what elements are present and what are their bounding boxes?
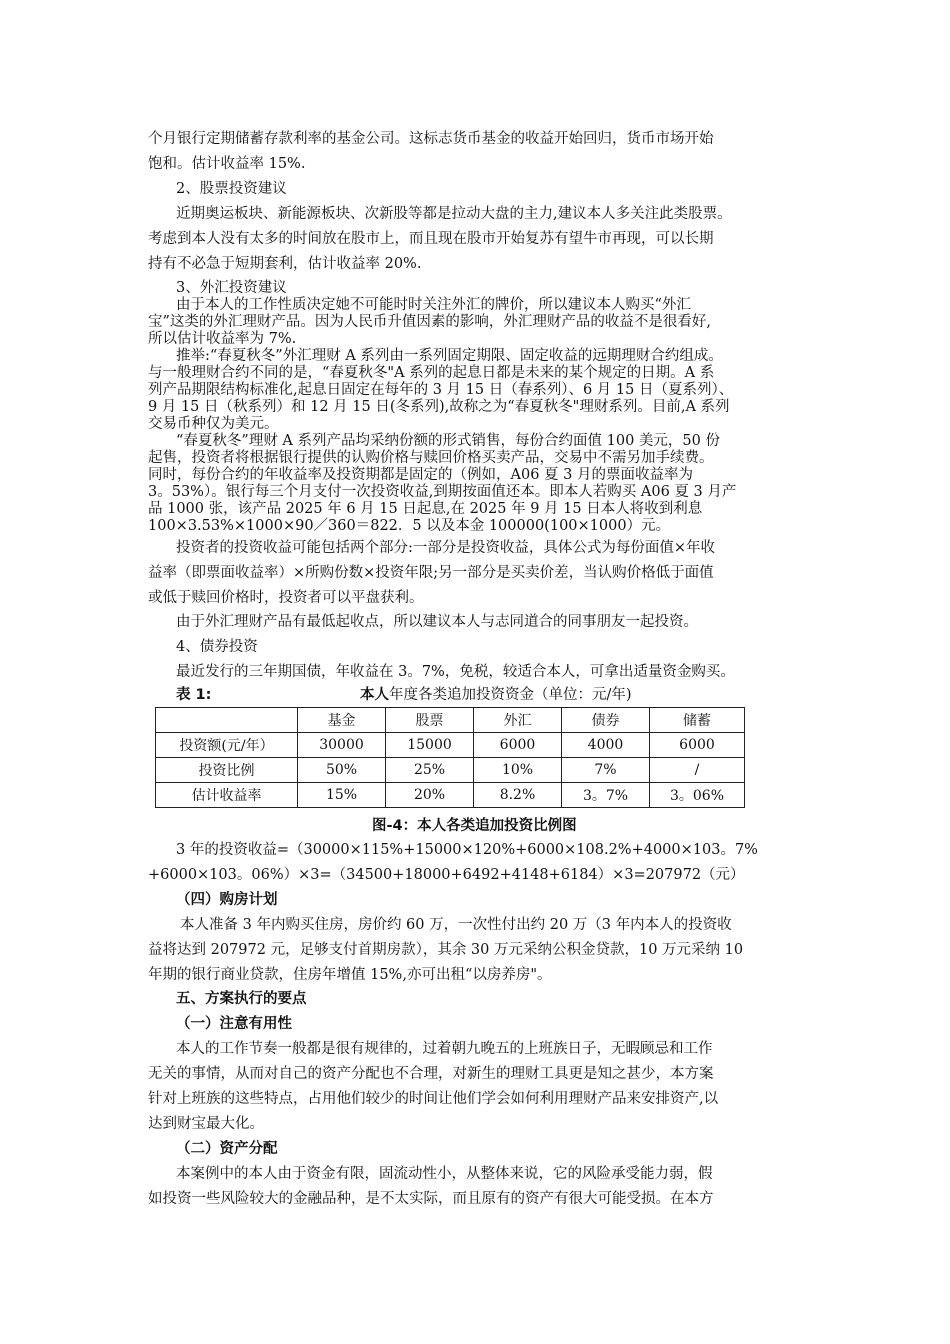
- text-line: 所以估计收益率为 7%.: [148, 331, 297, 347]
- text-line: 9 月 15 日（秋系列）和 12 月 15 日(冬系列),故称之为“春夏秋冬"理财系列。目前,A 系列: [148, 399, 730, 415]
- text-line: 无关的事情，从而对自己的资产分配也不合理，对新生的理财工具更是知之甚少，本方案: [148, 1066, 714, 1082]
- section5-sub1-paragraph: [148, 1037, 808, 1137]
- text-line: 如投资一些风险较大的金融品种，是不太实际，而且原有的资产有很大可能受损。在本方: [148, 1191, 714, 1207]
- table-title-rest: 年度各类追加投资资金（单位：元/年): [389, 687, 632, 703]
- table-cell: 投资比例: [156, 758, 298, 783]
- table-cell: 估计收益率: [156, 783, 298, 808]
- text-line: 3 年的投资收益=（30000×115%+15000×120%+6000×108.2%+4000×103。7%: [176, 842, 758, 858]
- table-cell: 8.2%: [474, 783, 562, 808]
- table-cell: 3。06%: [650, 783, 745, 808]
- forex-heading: 3、外汇投资建议: [176, 280, 287, 296]
- text-line: +6000×103。06%）×3=（34500+18000+6492+4148+6184）×3=207972（元）: [148, 867, 745, 883]
- table-cell: 3。7%: [562, 783, 650, 808]
- table-cell: 15000: [386, 733, 474, 758]
- housing-heading: （四）购房计划: [176, 892, 278, 908]
- table-cell: 20%: [386, 783, 474, 808]
- text-line: 本人的工作节奏一般都是很有规律的，过着朝九晚五的上班族日子，无暇顾忌和工作: [176, 1041, 713, 1057]
- section5-sub2-heading: （二）资产分配: [176, 1141, 278, 1157]
- table-cell: 7%: [562, 758, 650, 783]
- text-line: 推举:“春夏秋冬”外汇理财 A 系列由一系列固定期限、固定收益的远期理财合约组成。: [176, 348, 723, 364]
- text-line: 年期的银行商业贷款，住房年增值 15%,亦可出租“以房养房"。: [148, 967, 552, 983]
- section5-sub2-paragraph: [148, 1162, 808, 1212]
- text-line: 针对上班族的这些特点，占用他们较少的时间让他们学会如何利用理财产品来安排资产,以: [148, 1091, 719, 1107]
- text-line: 与一般理财合约不同的是，“春夏秋冬"A 系列的起息日都是未来的某个规定的日期。A 系: [148, 365, 715, 381]
- text-line: 或低于赎回价格时，投资者可以平盘获利。: [148, 590, 424, 606]
- forex-paragraph-4: [148, 536, 808, 611]
- table-row: [156, 758, 745, 783]
- table-label: 表 1:: [176, 687, 212, 703]
- table-header-cell: 股票: [386, 708, 474, 733]
- text-line: 同时，每份合约的年收益率及投资期都是固定的（例如，A06 夏 3 月的票面收益率为: [148, 467, 693, 483]
- text-line: 列产品期限结构标准化,起息日固定在每年的 3 月 15 日（春系列）、6 月 15 日（夏系列）、: [148, 382, 734, 398]
- text-line: 益将达到 207972 元，足够支付首期房款），其余 30 万元采纳公积金贷款，10 万元采纳 10: [148, 942, 744, 958]
- table-cell: 50%: [298, 758, 386, 783]
- forex-paragraph-2: [148, 348, 808, 433]
- text-line: 益率（即票面收益率）×所购份数×投资年限;另一部分是买卖价差，当认购价格低于面值: [148, 565, 714, 581]
- text-line: 交易币种仅为美元。: [148, 416, 279, 432]
- forex-paragraph-5: 由于外汇理财产品有最低起收点，所以建议本人与志同道合的同事朋友一起投资。: [176, 614, 698, 630]
- text-line: 品 1000 张，该产品 2025 年 6 月 15 日起息,在 2025 年 9 月 15 日本人将收到利息: [148, 501, 703, 517]
- section5-heading: 五、方案执行的要点: [176, 991, 307, 1007]
- investment-table: [155, 707, 745, 808]
- housing-paragraph: [148, 913, 808, 988]
- text-line: 宝”这类的外汇理财产品。因为人民币升值因素的影响，外汇理财产品的收益不是很看好,: [148, 314, 712, 330]
- table-cell: /: [650, 758, 745, 783]
- text-line: 起售，投资者将根据银行提供的认购价格与赎回价格买卖产品，交易中不需另加手续费。: [148, 450, 714, 466]
- text-line: 投资者的投资收益可能包括两个部分:一部分是投资收益，具体公式为每份面值×年收: [176, 540, 716, 556]
- stock-heading: 2、股票投资建议: [176, 181, 287, 197]
- table-cell: 投资额(元/年）: [156, 733, 298, 758]
- table-row: [156, 733, 745, 758]
- forex-paragraph-3: [148, 433, 808, 535]
- figure-caption: 图-4：本人各类追加投资比例图: [372, 818, 577, 834]
- table-cell: 10%: [474, 758, 562, 783]
- section5-sub1-heading: （一）注意有用性: [176, 1016, 292, 1032]
- text-line: 个月银行定期储蓄存款利率的基金公司。这标志货币基金的收益开始回归，货币市场开始: [148, 131, 714, 147]
- table-cell: 25%: [386, 758, 474, 783]
- table-header-cell: 外汇: [474, 708, 562, 733]
- table-cell: 15%: [298, 783, 386, 808]
- text-line: 达到财宝最大化。: [148, 1116, 264, 1132]
- table-header-cell: 储蓄: [650, 708, 745, 733]
- table-title-bold: 本人: [360, 687, 389, 703]
- return-calculation: [148, 838, 808, 888]
- table-row: [156, 783, 745, 808]
- table-header-cell: [156, 708, 298, 733]
- money-fund-paragraph: [148, 127, 808, 177]
- text-line: 本人准备 3 年内购买住房，房价约 60 万，一次性付出约 20 万（3 年内本人的投资收: [180, 917, 732, 933]
- table-header-cell: 基金: [298, 708, 386, 733]
- text-line: 考虑到本人没有太多的时间放在股市上，而且现在股市开始复苏有望牛市再现，可以长期: [148, 231, 714, 247]
- stock-paragraph: [148, 202, 808, 277]
- text-line: 饱和。估计收益率 15%.: [148, 156, 306, 172]
- text-line: 近期奥运板块、新能源板块、次新股等都是拉动大盘的主力,建议本人多关注此类股票。: [176, 206, 732, 222]
- table-cell: 30000: [298, 733, 386, 758]
- table-header-cell: 债券: [562, 708, 650, 733]
- text-line: 由于本人的工作性质决定她不可能时时关注外汇的牌价，所以建议本人购买“外汇: [176, 297, 691, 313]
- table-cell: 4000: [562, 733, 650, 758]
- text-line: 3。53%）。银行每三个月支付一次投资收益,到期按面值还本。即本人若购买 A06 夏 3 月产: [148, 484, 737, 500]
- table-title: [360, 683, 632, 704]
- bond-paragraph: 最近发行的三年期国债，年收益在 3。7%，免税，较适合本人，可拿出适量资金购买。: [176, 664, 735, 680]
- table-cell: 6000: [650, 733, 745, 758]
- table-header-row: [156, 708, 745, 733]
- forex-paragraph-1: [148, 297, 808, 348]
- text-line: “春夏秋冬”理财 A 系列产品均采纳份额的形式销售，每份合约面值 100 美元，50 份: [176, 433, 720, 449]
- text-line: 100×3.53%×1000×90／360＝822．5 以及本金 100000(100×1000）元。: [148, 518, 671, 534]
- bond-heading: 4、债券投资: [176, 639, 258, 655]
- text-line: 本案例中的本人由于资金有限，固流动性小，从整体来说，它的风险承受能力弱，假: [176, 1166, 713, 1182]
- table-cell: 6000: [474, 733, 562, 758]
- text-line: 持有不必急于短期套利，估计收益率 20%.: [148, 256, 422, 272]
